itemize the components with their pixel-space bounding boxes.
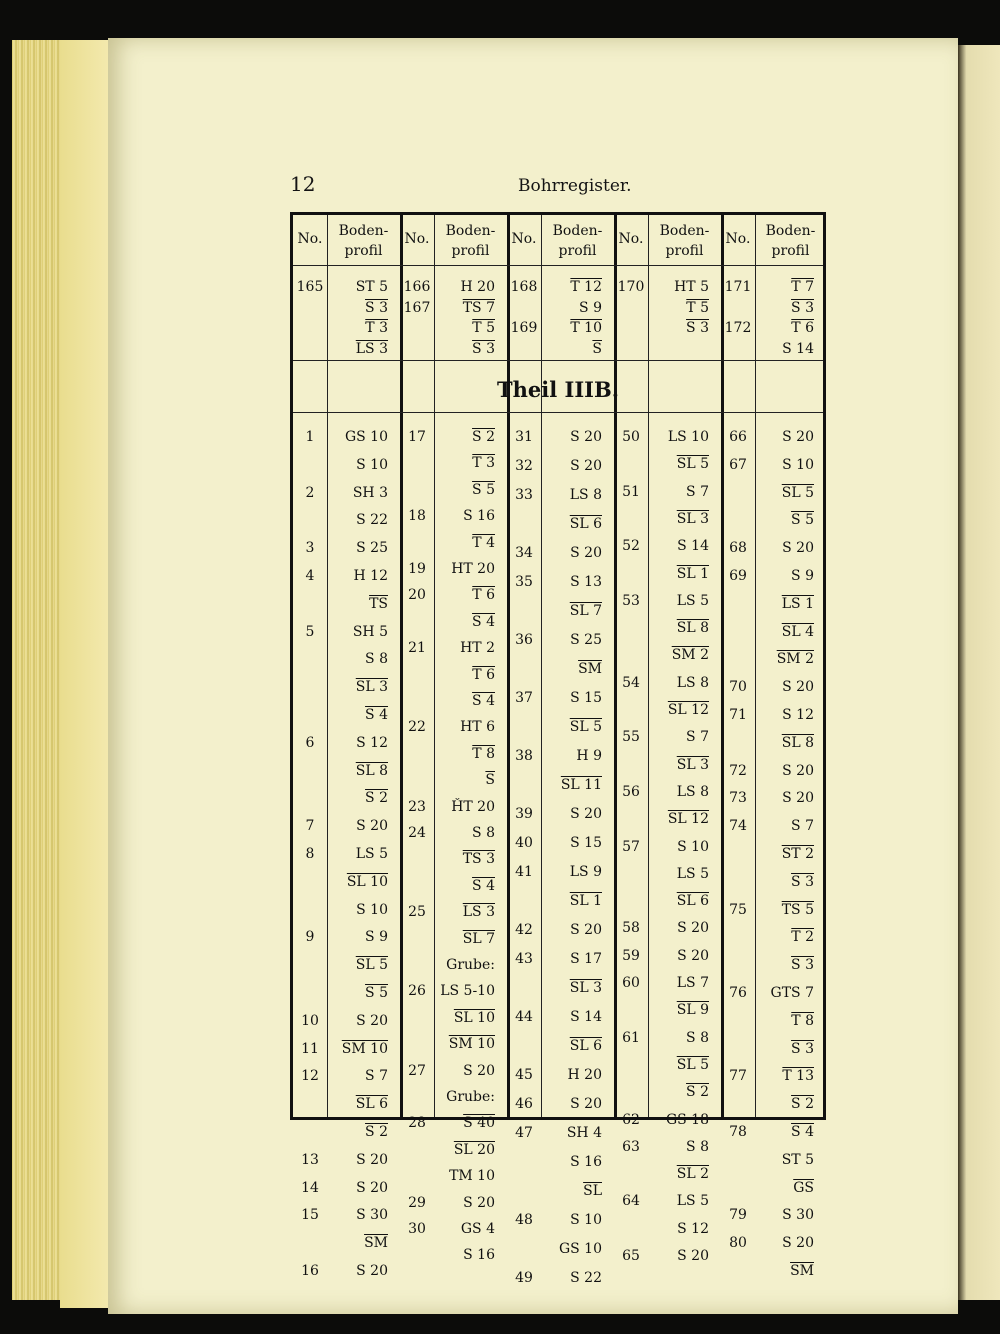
bore-number: 10 [301,1012,319,1029]
soil-profile-entry: SL 10 [346,873,388,890]
bore-number: 21 [408,640,426,657]
soil-profile-entry: S 14 [782,340,814,357]
soil-profile-entry: Grube: [446,1089,495,1105]
soil-profile-entry: S 7 [686,729,709,746]
soil-profile-entry: SL 6 [569,516,602,532]
soil-profile-entry: SL 5 [569,719,602,735]
soil-profile-entry: S 20 [570,458,602,474]
soil-profile-entry: SL 1 [569,893,602,909]
soil-profile-entry: SL 7 [569,603,602,619]
bore-number: 79 [729,1207,747,1224]
column-rule [507,215,510,1117]
soil-profile-entry: GS 18 [665,1111,709,1128]
soil-profile-entry: TS 7 [462,299,495,316]
soil-profile-entry: S 7 [365,1068,388,1085]
soil-profile-entry: $\overline{GS}$ [793,1179,814,1196]
soil-profile-entry: S 22 [570,1270,602,1286]
column-header-no: No. [511,231,537,247]
soil-profile-entry: S 5 [365,985,388,1001]
bore-number: 3 [305,540,315,557]
bore-number: 9 [305,929,315,946]
soil-profile-entry: S 7 [686,483,709,500]
bore-number: 165 [296,279,324,295]
soil-profile-entry: LS 5 [676,592,709,609]
bore-number: 8 [305,846,315,862]
bore-number: 39 [515,806,533,822]
soil-profile-entry: $\overline{S}$ [485,772,495,789]
soil-profile-entry: S 3 [791,299,814,316]
bore-number: 13 [301,1151,319,1168]
bohrregister-table [290,212,826,1286]
bore-number: 54 [622,674,640,691]
bore-number: 45 [515,1067,533,1083]
soil-profile-entry: S 30 [782,1207,814,1224]
column-header-bodenprofil: Boden- profil [445,223,496,259]
soil-profile-entry: T 4 [472,534,495,551]
soil-profile-entry: S 40 [463,1115,495,1132]
soil-profile-entry: ST 5 [781,1151,814,1168]
soil-profile-entry: S 14 [570,1009,602,1025]
soil-profile-entry: $\overline{SM}$ [790,1263,814,1279]
bore-number: 38 [515,748,533,764]
soil-profile-entry: $\overline{SM}$ [578,661,602,677]
soil-profile-entry: SL 4 [781,623,814,640]
soil-profile-entry: SL 5 [676,1056,709,1073]
bore-number: 35 [515,574,533,590]
soil-profile-entry: S 2 [791,1096,814,1113]
soil-profile-entry: ȞT 20 [451,798,495,815]
soil-profile-entry: S 3 [791,957,814,974]
soil-profile-entry: S 3 [365,299,388,316]
bore-number: 17 [408,429,426,445]
soil-profile-entry: SL 9 [676,1002,709,1019]
soil-profile-entry: S 4 [472,613,495,630]
bore-number: 16 [301,1263,319,1279]
soil-profile-entry: H 9 [576,748,602,764]
soil-profile-entry: S 12 [356,734,388,751]
bore-number: 42 [515,922,533,938]
soil-profile-entry: S 5 [791,512,814,529]
soil-profile-entry: T 6 [791,320,814,336]
soil-profile-entry: SL 5 [355,957,388,974]
bore-number: 31 [515,429,533,445]
soil-profile-entry: S 20 [782,762,814,779]
soil-profile-entry: S 5 [472,481,495,498]
soil-profile-entry: S 3 [791,873,814,890]
bore-number: 60 [622,975,640,991]
soil-profile-entry: T 12 [570,279,602,295]
bore-number: 171 [724,279,752,295]
bore-number: 59 [622,947,640,964]
bore-number: 62 [622,1111,640,1128]
section-rule-bottom [293,412,823,413]
soil-profile-entry: SL 3 [569,980,602,996]
soil-profile-entry: S 20 [463,1062,495,1079]
soil-profile-entry: LS 9 [569,864,602,880]
soil-profile-entry: S 30 [356,1207,388,1224]
bore-number: 15 [301,1207,319,1224]
soil-profile-entry: S 4 [472,877,495,894]
soil-profile-entry: S 20 [677,920,709,937]
soil-profile-entry: S 22 [356,512,388,529]
soil-profile-entry: S 2 [472,429,495,445]
soil-profile-entry: S 20 [782,540,814,557]
bore-number: 75 [729,901,747,918]
column-header-bodenprofil: Boden- profil [338,223,389,259]
bore-number: 80 [729,1235,747,1252]
bore-number: 78 [729,1124,747,1140]
column-header-no: No. [618,231,644,247]
soil-profile-entry: $\overline{SL}$ [583,1183,602,1199]
soil-profile-entry: ST 2 [781,846,814,862]
soil-profile-entry: GS 10 [344,429,388,445]
bore-number: 166 [403,279,431,295]
bore-number: 43 [515,951,533,967]
soil-profile-entry: LS 3 [462,904,495,921]
soil-profile-entry: T 13 [782,1068,814,1085]
soil-profile-entry: LS 3 [355,340,388,357]
soil-profile-entry: S 4 [791,1124,814,1140]
soil-profile-entry: T 8 [791,1012,814,1029]
soil-profile-entry: GTS 7 [770,985,814,1001]
bore-number: 65 [622,1248,640,1264]
soil-profile-entry: S 8 [365,651,388,668]
soil-profile-entry: SM 10 [448,1036,495,1053]
soil-profile-entry: S 10 [782,456,814,473]
soil-profile-entry: S 12 [677,1220,709,1237]
soil-profile-entry: $\overline{TS}$ [369,595,388,612]
column-header-no: No. [725,231,751,247]
bore-number: 32 [515,458,533,474]
soil-profile-entry: S 4 [472,693,495,709]
bore-number: 34 [515,545,533,561]
soil-profile-entry: S 20 [356,1151,388,1168]
soil-profile-entry: S 13 [570,574,602,590]
bore-number: 37 [515,690,533,706]
soil-profile-entry: H 12 [353,568,388,584]
soil-profile-entry: SL 8 [781,734,814,751]
section-rule-top [293,360,823,361]
bore-number: 25 [408,904,426,921]
soil-profile-entry: S 8 [686,1138,709,1155]
soil-profile-entry: S 4 [365,707,388,723]
bore-number: 74 [729,818,747,835]
bore-number: 44 [515,1009,533,1025]
column-header-bodenprofil: Boden- profil [765,223,816,259]
soil-profile-entry: GS 10 [558,1241,602,1257]
bore-number: 172 [724,320,752,336]
soil-profile-entry: SL 5 [781,484,814,501]
bore-number: 58 [622,920,640,937]
soil-profile-entry: LS 8 [676,783,709,800]
soil-profile-entry: S 17 [570,951,602,967]
soil-profile-entry: T 5 [686,299,709,316]
soil-profile-entry: SH 5 [352,623,388,640]
bore-number: 18 [408,508,426,525]
bore-number: 40 [515,835,533,851]
soil-profile-entry: H 20 [567,1067,602,1083]
soil-profile-entry: SL 8 [355,762,388,779]
soil-profile-entry: HT 5 [674,279,709,295]
soil-profile-entry: SM 2 [776,651,814,668]
bore-number: 1 [305,429,315,445]
bore-number: 168 [510,279,538,295]
bore-number: 50 [622,429,640,445]
bore-number: 170 [617,279,645,295]
soil-profile-entry: SL 20 [453,1141,495,1158]
soil-profile-entry: S 9 [579,299,602,316]
soil-profile-entry: S 25 [570,632,602,648]
soil-profile-entry: LS 8 [569,487,602,503]
bore-number: 69 [729,568,747,584]
bore-number: 76 [729,985,747,1001]
column-rule [400,215,403,1117]
soil-profile-entry: S 16 [463,508,495,525]
soil-profile-entry: SL 5 [676,456,709,473]
bore-number: 53 [622,592,640,609]
soil-profile-entry: S 16 [463,1247,495,1264]
soil-profile-entry: T 6 [472,587,495,604]
soil-profile-entry: S 20 [782,679,814,696]
soil-profile-entry: LS 8 [676,674,709,691]
running-head: Bohrregister. [518,176,632,196]
bore-number: 22 [408,719,426,736]
soil-profile-entry: S 20 [356,1012,388,1029]
bore-number: 28 [408,1115,426,1132]
bore-number: 70 [729,679,747,696]
soil-profile-entry: $\overline{SM}$ [364,1235,388,1252]
soil-profile-entry: S 15 [570,835,602,851]
bore-number: 64 [622,1193,640,1210]
soil-profile-entry: SL 8 [676,620,709,637]
soil-profile-entry: S 10 [570,1212,602,1228]
soil-profile-entry: T 8 [472,745,495,762]
bore-number: 63 [622,1138,640,1155]
page-number: 12 [290,172,316,196]
bore-number: 48 [515,1212,533,1228]
bore-number: 30 [408,1221,426,1237]
bore-number: 51 [622,483,640,500]
soil-profile-entry: LS 5 [355,846,388,862]
soil-profile-entry: $\overline{S}$ [592,340,602,357]
bore-number: 169 [510,320,538,336]
bore-number: 5 [305,623,315,640]
bore-number: 52 [622,538,640,555]
soil-profile-entry: S 10 [677,838,709,855]
soil-profile-entry: S 2 [365,790,388,807]
soil-profile-entry: SL 3 [676,756,709,773]
bore-number: 71 [729,707,747,723]
soil-profile-entry: S 16 [570,1154,602,1170]
soil-profile-entry: TM 10 [449,1168,495,1185]
soil-profile-entry: S 20 [782,1235,814,1252]
soil-profile-entry: LS 7 [676,975,709,991]
bore-number: 6 [305,734,315,751]
bore-number: 73 [729,790,747,807]
soil-profile-entry: S 20 [570,429,602,445]
soil-profile-entry: T 7 [791,279,814,295]
soil-profile-entry: S 10 [356,901,388,918]
soil-profile-entry: SM 10 [341,1040,388,1057]
column-header-bodenprofil: Boden- profil [552,223,603,259]
soil-profile-entry: S 20 [570,806,602,822]
soil-profile-entry: SL 11 [560,777,602,793]
soil-profile-entry: T 5 [472,320,495,336]
soil-profile-entry: S 3 [686,320,709,336]
soil-profile-entry: LS 5 [676,1193,709,1210]
soil-profile-entry: S 3 [791,1040,814,1057]
soil-profile-entry: SL 10 [453,1009,495,1026]
soil-profile-entry: HT 2 [460,640,495,657]
soil-profile-entry: T 3 [472,455,495,472]
column-header-no: No. [297,231,323,247]
bore-number: 72 [729,762,747,779]
soil-profile-entry: T 3 [365,320,388,336]
bore-number: 7 [305,818,315,835]
soil-profile-entry: S 14 [677,538,709,555]
soil-profile-entry: SL 6 [569,1038,602,1054]
column-rule [721,215,724,1117]
soil-profile-entry: S 9 [365,929,388,946]
soil-profile-entry: SL 6 [676,893,709,910]
soil-profile-entry: SH 3 [352,484,388,501]
soil-profile-entry: S 20 [677,1248,709,1264]
bore-number: 67 [729,456,747,473]
soil-profile-entry: S 20 [356,1263,388,1279]
bore-number: 23 [408,798,426,815]
soil-profile-entry: S 8 [686,1029,709,1046]
soil-profile-entry: S 20 [677,947,709,964]
soil-profile-entry: SL 7 [462,930,495,947]
bore-number: 11 [301,1040,319,1057]
soil-profile-entry: SL 12 [667,811,709,828]
book-page-edge [60,40,112,1308]
bore-number: 19 [408,561,426,577]
bore-number: 68 [729,540,747,557]
soil-profile-entry: S 25 [356,540,388,557]
bore-number: 14 [301,1179,319,1196]
bore-number: 36 [515,632,533,648]
bore-number: 46 [515,1096,533,1112]
bore-number: 29 [408,1194,426,1211]
soil-profile-entry: LS 5-10 [440,983,495,1000]
soil-profile-entry: S 20 [782,790,814,807]
header-rule [293,265,823,266]
soil-profile-entry: T 6 [472,666,495,683]
soil-profile-entry: S 10 [356,456,388,473]
soil-profile-entry: GS 4 [460,1221,495,1237]
soil-profile-entry: S 20 [356,1179,388,1196]
bore-number: 2 [305,484,315,501]
soil-profile-entry: Grube: [446,957,495,973]
soil-profile-entry: S 15 [570,690,602,706]
soil-profile-entry: S 20 [463,1194,495,1211]
soil-profile-entry: S 20 [782,429,814,445]
soil-profile-entry: S 12 [782,707,814,723]
soil-profile-entry: LS 5 [676,865,709,882]
soil-profile-entry: LS 10 [667,429,709,445]
soil-profile-entry: LS 1 [781,595,814,612]
soil-profile-entry: SL 6 [355,1096,388,1113]
section-title: Theil IIIB. [496,377,620,402]
bore-number: 57 [622,838,640,855]
soil-profile-entry: H 20 [460,279,495,295]
soil-profile-entry: HT 6 [460,719,495,736]
soil-profile-entry: SL 12 [667,702,709,718]
soil-profile-entry: S 20 [570,922,602,938]
bore-number: 12 [301,1068,319,1085]
bore-number: 66 [729,429,747,445]
soil-profile-entry: TS 3 [462,851,495,868]
facing-page-edge [958,45,1000,1300]
soil-profile-entry: SL 1 [676,565,709,582]
bore-number: 47 [515,1125,533,1141]
soil-profile-entry: T 2 [791,929,814,946]
bore-number: 26 [408,983,426,1000]
soil-profile-entry: SL 2 [676,1166,709,1183]
soil-profile-entry: SM 2 [671,647,709,664]
bore-number: 61 [622,1029,640,1046]
soil-profile-entry: SL 3 [355,679,388,696]
soil-profile-entry: TS 5 [781,901,814,918]
bore-number: 24 [408,825,426,841]
bore-number: 77 [729,1068,747,1085]
soil-profile-entry: SL 3 [676,510,709,527]
soil-profile-entry: S 8 [472,825,495,841]
soil-profile-entry: S 7 [791,818,814,835]
bore-number: 49 [515,1270,533,1286]
column-header-bodenprofil: Boden- profil [659,223,710,259]
soil-profile-entry: HT 20 [451,561,495,577]
soil-profile-entry: S 9 [791,568,814,584]
bore-number: 33 [515,487,533,503]
soil-profile-entry: S 2 [365,1124,388,1140]
soil-profile-entry: SH 4 [566,1125,602,1141]
bore-number: 55 [622,729,640,746]
bore-number: 20 [408,587,426,604]
soil-profile-entry: S 3 [472,340,495,357]
soil-profile-entry: T 10 [570,320,602,336]
bore-number: 4 [305,568,315,584]
bore-number: 41 [515,864,533,880]
soil-profile-entry: S 20 [570,545,602,561]
soil-profile-entry: S 20 [356,818,388,835]
soil-profile-entry: ST 5 [355,279,388,295]
bore-number: 27 [408,1062,426,1079]
bore-number: 167 [403,299,431,316]
soil-profile-entry: S 20 [570,1096,602,1112]
soil-profile-entry: S 2 [686,1084,709,1101]
bore-number: 56 [622,783,640,800]
column-header-no: No. [404,231,430,247]
